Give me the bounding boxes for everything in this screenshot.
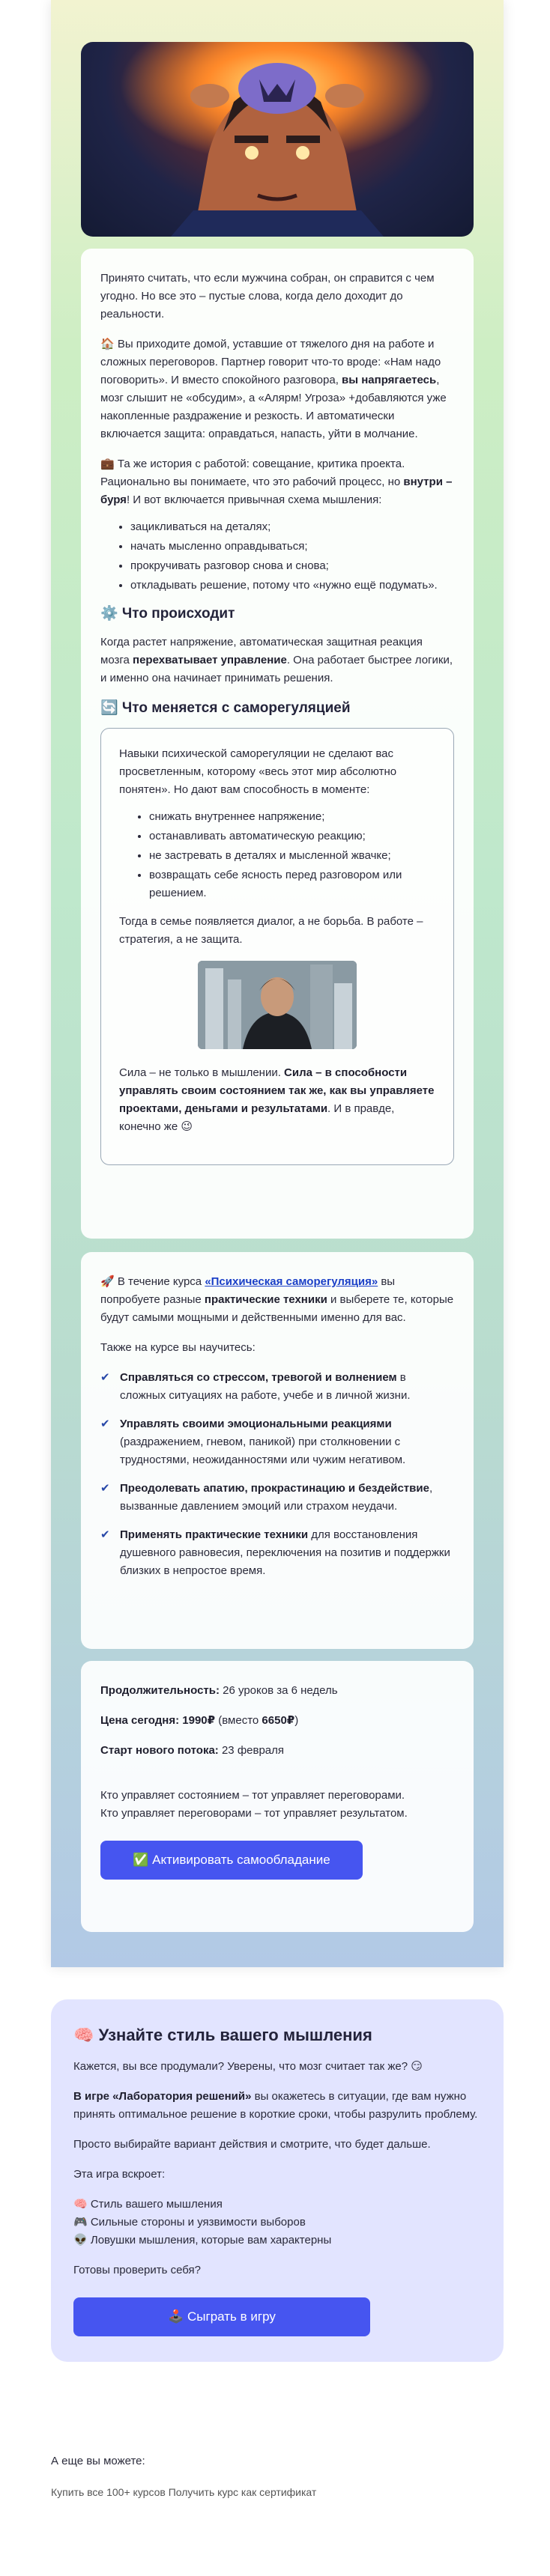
offers-row-cut[interactable]: Купить все 100+ курсов Получить курс как сертификат <box>51 2488 317 2498</box>
list-item: • снижать внутреннее напряжение; <box>149 808 435 826</box>
skill-item: ✔ Применять практические техники для восстановления душевного равновесия, переключения на позитив и поддержки близких в непростое время. <box>100 1526 454 1580</box>
course-link[interactable]: «Психическая саморегуляция» <box>205 1275 378 1288</box>
game-card <box>51 1999 504 2362</box>
self-reg-paragraph: Навыки психической саморегуляции не сделают вас просветленным, которому «весь этот мир абсолютно понятен». Но дают вам способность в моменте: <box>119 747 397 796</box>
work-paragraph: 💼 Та же история с работой: совещание, критика проекта. Рационально вы понимаете, что это рабочий процесс, но внутри – буря! И вот включается привычная схема мышления: <box>100 458 453 506</box>
game-reveals-intro: Эта игра вскроет: <box>73 2168 166 2181</box>
list-item: • начать мысленно оправдываться; <box>130 538 454 556</box>
game-description: В игре «Лаборатория решений» вы окажетесь в ситуации, где вам нужно принять оптимальное решение в короткие сроки, чтобы разрулить проблему. <box>73 2090 478 2121</box>
skills-intro: Также на курсе вы научитесь: <box>100 1341 256 1354</box>
quote: Кто управляет состоянием – тот управляет переговорами. Кто управляет переговорами – тот управляет результатом. <box>100 1789 408 1820</box>
game-reveals-list <box>73 2196 481 2250</box>
game-title: 🧠 Узнайте стиль вашего мышления <box>73 2026 372 2044</box>
hero-illustration <box>81 42 474 237</box>
list-item: • возвращать себе ясность перед разговором или решением. <box>149 866 435 902</box>
list-item: 🧠 Стиль вашего мышления <box>73 2198 223 2211</box>
start-date: Старт нового потока: 23 февраля <box>100 1744 285 1757</box>
intro-card <box>81 249 474 1239</box>
self-reg-heading: 🔄 Что меняется с саморегуляцией <box>100 700 351 716</box>
habits-list <box>130 518 454 595</box>
price: Цена сегодня: 1990₽ (вместо 6650₽) <box>100 1714 299 1727</box>
what-happens-paragraph: Когда растет напряжение, автоматическая защитная реакция мозга перехватывает управление. Она работает быстрее логики, и именно она начинает принимать решения. <box>100 636 453 684</box>
list-item: 👽 Ловушки мышления, которые вам характерны <box>73 2234 332 2247</box>
what-happens-heading: ⚙️ Что происходит <box>100 606 235 622</box>
skill-item: ✔ Преодолевать апатию, прокрастинацию и бездействие, вызванные давлением эмоций или страхом неудачи. <box>100 1480 454 1516</box>
abilities-list <box>149 808 435 902</box>
list-item: • не застревать в деталях и мысленной жвачке; <box>149 847 435 865</box>
intro-paragraph: Принято считать, что если мужчина собран, он справится с чем угодно. Но все это – пустые слова, когда дело доходит до реальности. <box>100 272 435 321</box>
activate-button[interactable]: ✅ Активировать самообладание <box>100 1841 363 1880</box>
list-item: • останавливать автоматическую реакцию; <box>149 827 435 845</box>
duration: Продолжительность: 26 уроков за 6 недель <box>100 1684 338 1697</box>
game-question: Готовы проверить себя? <box>73 2264 202 2276</box>
list-item: • зацикливаться на деталях; <box>130 518 454 536</box>
list-item: 🎮 Сильные стороны и уязвимости выборов <box>73 2216 306 2229</box>
home-paragraph: 🏠 Вы приходите домой, уставшие от тяжелого дня на работе и сложных переговоров. Партнер говорит что-то вроде: «Нам надо поговорить». И вместо спокойного разговора, вы напрягаетесь, мозг слышит не «обсудим», а «Алярм! Угроза» +добавляются уже накопленные раздражение и резкость. И автоматически включается защита: оправдаться, напасть, уйти в молчание. <box>100 338 447 440</box>
course-card <box>81 1252 474 1649</box>
game-instructions: Просто выбирайте вариант действия и смотрите, что будет дальше. <box>73 2138 431 2151</box>
play-game-button[interactable]: 🕹️ Сыграть в игру <box>73 2297 370 2336</box>
checkmark-icon: ✔ <box>100 1418 110 1430</box>
checkmark-icon: ✔ <box>100 1371 110 1384</box>
course-lead: 🚀 В течение курса «Психическая саморегуляция» вы попробуете разные практические техники и выберете те, которые будут самыми мощными и действенными именно для вас. <box>100 1275 454 1324</box>
strength-paragraph: Сила – не только в мышлении. Сила – в способности управлять своим состоянием так же, как вы управляете проектами, деньгами и результатами. И в правде, конечно же 😉 <box>119 1066 435 1133</box>
checkmark-icon: ✔ <box>100 1528 110 1541</box>
skill-item: ✔ Управлять своими эмоциональными реакциями (раздражением, гневом, паникой) при столкновении с трудностями, неожиданностями или чужим негативом. <box>100 1415 454 1469</box>
game-paragraph: Кажется, вы все продумали? Уверены, что мозг считает так же? 😏 <box>73 2060 423 2073</box>
man-photo <box>198 961 357 1049</box>
self-reg-box <box>100 728 454 1165</box>
skill-item: ✔ Справляться со стрессом, тревогой и волнением в сложных ситуациях на работе, учебе и в личной жизни. <box>100 1369 454 1405</box>
list-item: • откладывать решение, потому что «нужно ещё подумать». <box>130 577 454 595</box>
list-item: • прокручивать разговор снова и снова; <box>130 557 454 575</box>
also-heading: А еще вы можете: <box>51 2455 145 2467</box>
checkmark-icon: ✔ <box>100 1482 110 1495</box>
offer-card <box>81 1661 474 1932</box>
family-paragraph: Тогда в семье появляется диалог, а не борьба. В работе – стратегия, а не защита. <box>119 915 423 946</box>
